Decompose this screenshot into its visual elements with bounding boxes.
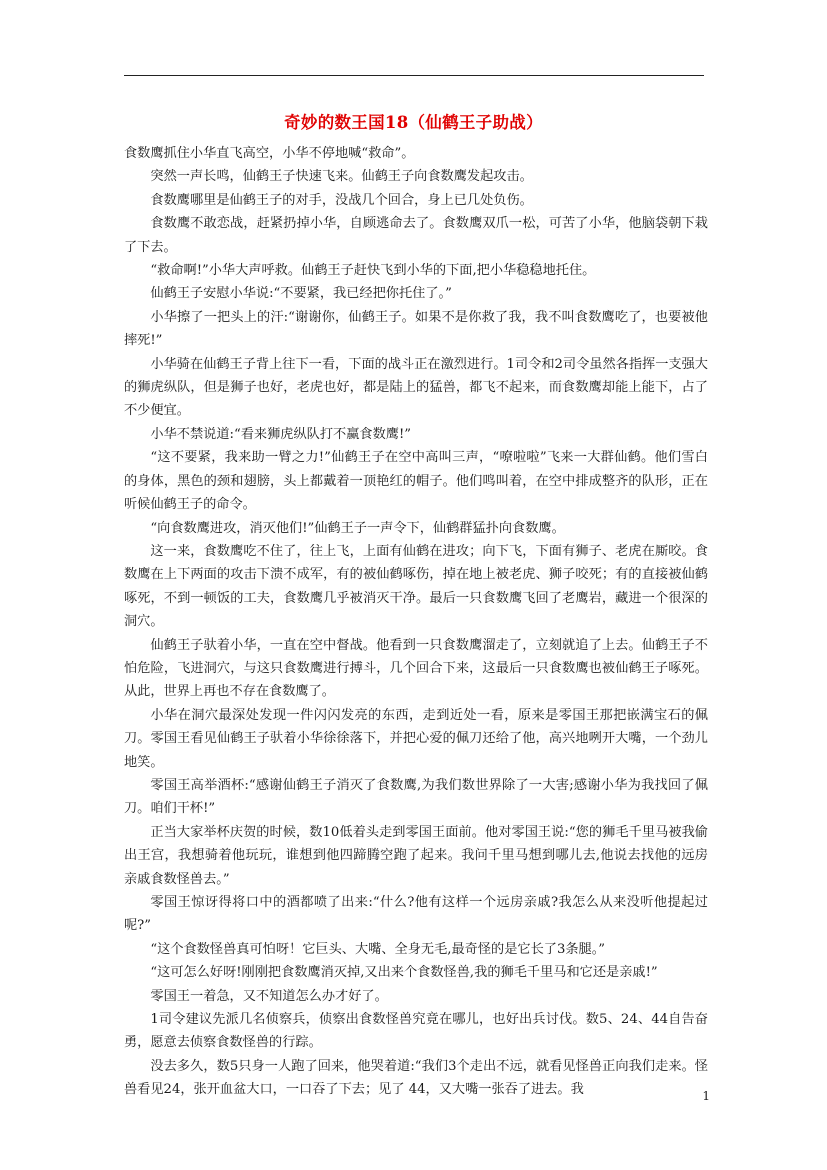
paragraph: 1司令建议先派几名侦察兵，侦察出食数怪兽究竟在哪儿，也好出兵讨伐。数5、24、44自告奋勇，愿意去侦察食数怪兽的行踪。 [124, 1012, 708, 1051]
paragraph: 食数鹰抓住小华直飞高空，小华不停地喊“救命”。 [124, 146, 415, 161]
paragraph: “这可怎么好呀!刚刚把食数鹰消灭掉,又出来个食数怪兽,我的狮毛千里马和它还是亲戚!” [150, 965, 658, 981]
paragraph: “这不要紧，我来助一臂之力!”仙鹤王子在空中高叫三声，“嘹啦啦”飞来一大群仙鹤。他们雪白的身体，黑色的颈和翅膀，头上都戴着一顶艳红的帽子。他们鸣叫着，在空中排成整齐的队形，正在听候仙鹤王子的命令。 [124, 450, 708, 513]
page-title: 奇妙的数王国18（仙鹤王子助战） [284, 113, 543, 132]
paragraph: 这一来，食数鹰吃不住了，往上飞，上面有仙鹤在进攻；向下飞，下面有狮子、老虎在厮咬。食数鹰在上下两面的攻击下溃不成军，有的被仙鹤啄伤，掉在地上被老虎、狮子咬死；有的直接被仙鹤啄死，不到一顿饭的工夫，食数鹰几乎被消灭干净。最后一只食数鹰飞回了老鹰岩，藏进一个很深的洞穴。 [124, 543, 708, 630]
paragraph: 小华不禁说道:“看来狮虎纵队打不赢食数鹰!” [150, 426, 411, 442]
paragraph: 小华骑在仙鹤王子背上往下一看，下面的战斗正在激烈进行。1司令和2司令虽然各指挥一支强大的狮虎纵队，但是狮子也好，老虎也好，都是陆上的猛兽，都飞不起来，而食数鹰却能上能下，占了不少便宜。 [124, 356, 708, 419]
paragraph: 小华擦了一把头上的汗:“谢谢你，仙鹤王子。如果不是你救了我，我不叫食数鹰吃了，也要被他摔死!” [124, 309, 708, 349]
paragraph: 没去多久，数5只身一人跑了回来，他哭着道:“我们3个走出不远，就看见怪兽正向我们走来。怪兽看见24，张开血盆大口，一口吞了下去；见了 44，又大嘴一张吞了进去。我 [124, 1058, 708, 1098]
paragraph: 食数鹰不敢恋战，赶紧扔掉小华，自顾逃命去了。食数鹰双爪一松，可苦了小华，他脑袋朝下栽了下去。 [124, 216, 708, 255]
page-number: 1 [702, 1089, 710, 1103]
paragraph: 仙鹤王子安慰小华说:“不要紧，我已经把你托住了。” [150, 286, 452, 302]
paragraph: 突然一声长鸣，仙鹤王子快速飞来。仙鹤王子向食数鹰发起攻击。 [150, 169, 533, 185]
paragraph: 食数鹰哪里是仙鹤王子的对手，没战几个回合，身上已几处负伤。 [150, 192, 533, 208]
paragraph: 小华在洞穴最深处发现一件闪闪发亮的东西，走到近处一看，原来是零国王那把嵌满宝石的佩刀。零国王看见仙鹤王子驮着小华徐徐落下，并把心爱的佩刀还给了他，高兴地咧开大嘴，一个劲儿地笑。 [124, 707, 708, 770]
paragraph: “救命啊!”小华大声呼救。仙鹤王子赶快飞到小华的下面,把小华稳稳地托住。 [150, 263, 596, 279]
paragraph: “向食数鹰进攻，消灭他们!”仙鹤王子一声令下，仙鹤群猛扑向食数鹰。 [150, 520, 565, 536]
paragraph: “这个食数怪兽真可怕呀！它巨头、大嘴、全身无毛,最奇怪的是它长了3条腿。” [150, 941, 606, 957]
paragraph: 零国王一着急，又不知道怎么办才好了。 [150, 988, 388, 1004]
paragraph: 仙鹤王子驮着小华，一直在空中督战。他看到一只食数鹰溜走了，立刻就追了上去。仙鹤王子不怕危险，飞进洞穴，与这只食数鹰进行搏斗，几个回合下来，这最后一只食数鹰也被仙鹤王子啄死。从此，世界上再也不存在食数鹰了。 [124, 637, 708, 700]
header-rule [124, 75, 704, 76]
paragraph: 零国王高举酒杯:“感谢仙鹤王子消灭了食数鹰,为我们数世界除了一大害;感谢小华为我找回了佩刀。咱们干杯!” [124, 777, 708, 817]
article-body [124, 142, 708, 1102]
paragraph: 零国王惊讶得将口中的酒都喷了出来:“什么?他有这样一个远房亲戚?我怎么从来没听他提起过呢?” [124, 895, 708, 934]
paragraph: 正当大家举杯庆贺的时候，数10低着头走到零国王面前。他对零国王说:“您的狮毛千里马被我偷出王宫，我想骑着他玩玩，谁想到他四蹄腾空跑了起来。我问千里马想到哪儿去,他说去找他的远房亲戚食数怪兽去。” [124, 824, 708, 887]
